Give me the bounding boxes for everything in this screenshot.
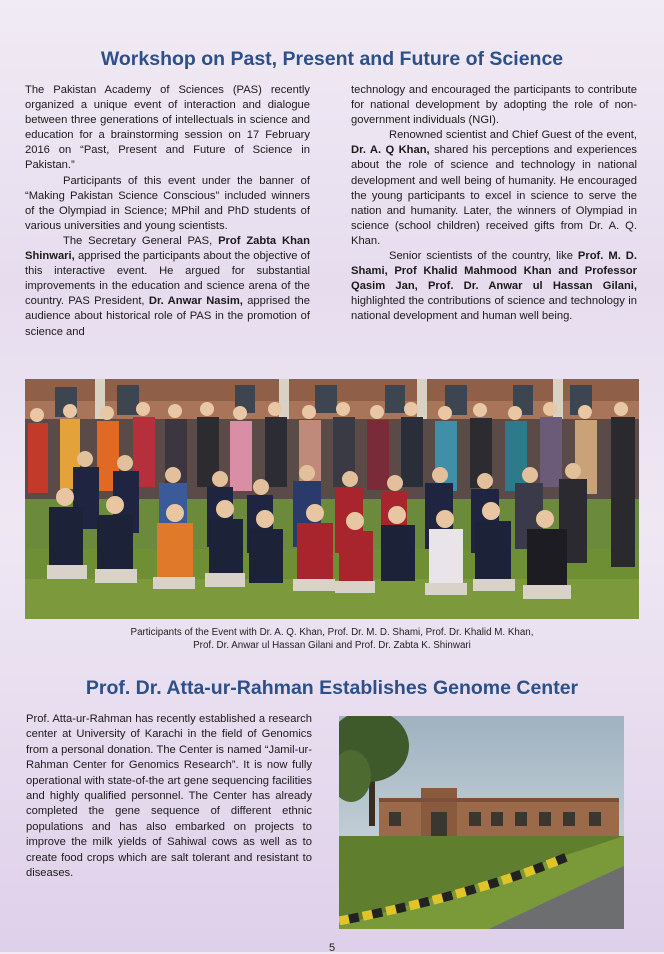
name-bold: Prof. M. D. Shami, Prof Khalid Mahmood Khan and Professor Qasim Jan, Prof. Dr. Anwar ul Hassan Gilani, (351, 250, 637, 293)
article2-body (26, 712, 312, 881)
name-bold: Prof Zabta Khan Shinwari, (25, 234, 310, 263)
paragraph: Senior scientists of the country, like Prof. M. D. Shami, Prof Khalid Mahmood Khan and Professor Qasim Jan, Prof. Dr. Anwar ul Hassan Gilani, highlighted the contributions of science and technology in national development and human well being. (351, 250, 637, 323)
group-photo (25, 379, 639, 619)
genome-center-photo (339, 716, 624, 929)
photo-caption: Participants of the Event with Dr. A. Q. Khan, Prof. Dr. M. D. Shami, Prof. Dr. Khalid M. Khan, Prof. Dr. Anwar ul Hassan Gilani and Prof. Dr. Zabta K. Shinwari (130, 627, 534, 651)
paragraph: The Pakistan Academy of Sciences (PAS) recently organized a unique event of interaction and dialogue between three generations of intellectuals in science and education for a brainstorming session on 17 February 2016 on “Past, Present and Future of Science in Pakistan.” (25, 84, 310, 172)
paragraph: The Secretary General PAS, Prof Zabta Khan Shinwari, apprised the participants about the objective of this interactive event. He argued for substantial improvements in the education and science arena of the country. PAS President, Dr. Anwar Nasim, apprised the audience about historical role of PAS in the promotion of science and (25, 234, 310, 338)
article2-title: Prof. Dr. Atta-ur-Rahman Establishes Genome Center (85, 677, 579, 699)
paragraph: technology and encouraged the participants to contribute for national development by adopting the role of non-government individuals (NGI). (351, 84, 637, 127)
article1-right-column (351, 83, 637, 325)
paragraph: Prof. Atta-ur-Rahman has recently established a research center at University of Karachi in the field of Genomics from a personal donation. The Center is named “Jamil-ur-Rahman Center for Genomics Research”. It is now fully operational with state-of-the art gene sequencing facilities and highly qualified personnel. The Center has already completed the gene sequence of different ethnic populations and has also embarked on projects to improve the milk yields of Sahiwal cows as well as to create food crops which are salt tolerant and resistant to diseases. (26, 713, 312, 880)
page-number: 5 (328, 942, 336, 954)
name-bold: Dr. Anwar Nasim, (148, 295, 243, 308)
name-bold: Dr. A. Q Khan, (351, 144, 430, 157)
article1-title: Workshop on Past, Present and Future of Science (100, 48, 564, 70)
article1-left-column (25, 83, 310, 340)
paragraph: Participants of this event under the banner of “Making Pakistan Science Conscious” included winners of the Olympiad in Science; MPhil and PhD students of various universities and young scientists. (25, 174, 310, 232)
paragraph: Renowned scientist and Chief Guest of the event, Dr. A. Q Khan, shared his perceptions and experiences about the role of science and technology in national development and well being of humanity. He encouraged the young participants to excel in science to serve the nation and humanity. Later, the winners of Olympiad in science (school children) received gifts from Dr. A. Q. Khan. (351, 129, 637, 247)
